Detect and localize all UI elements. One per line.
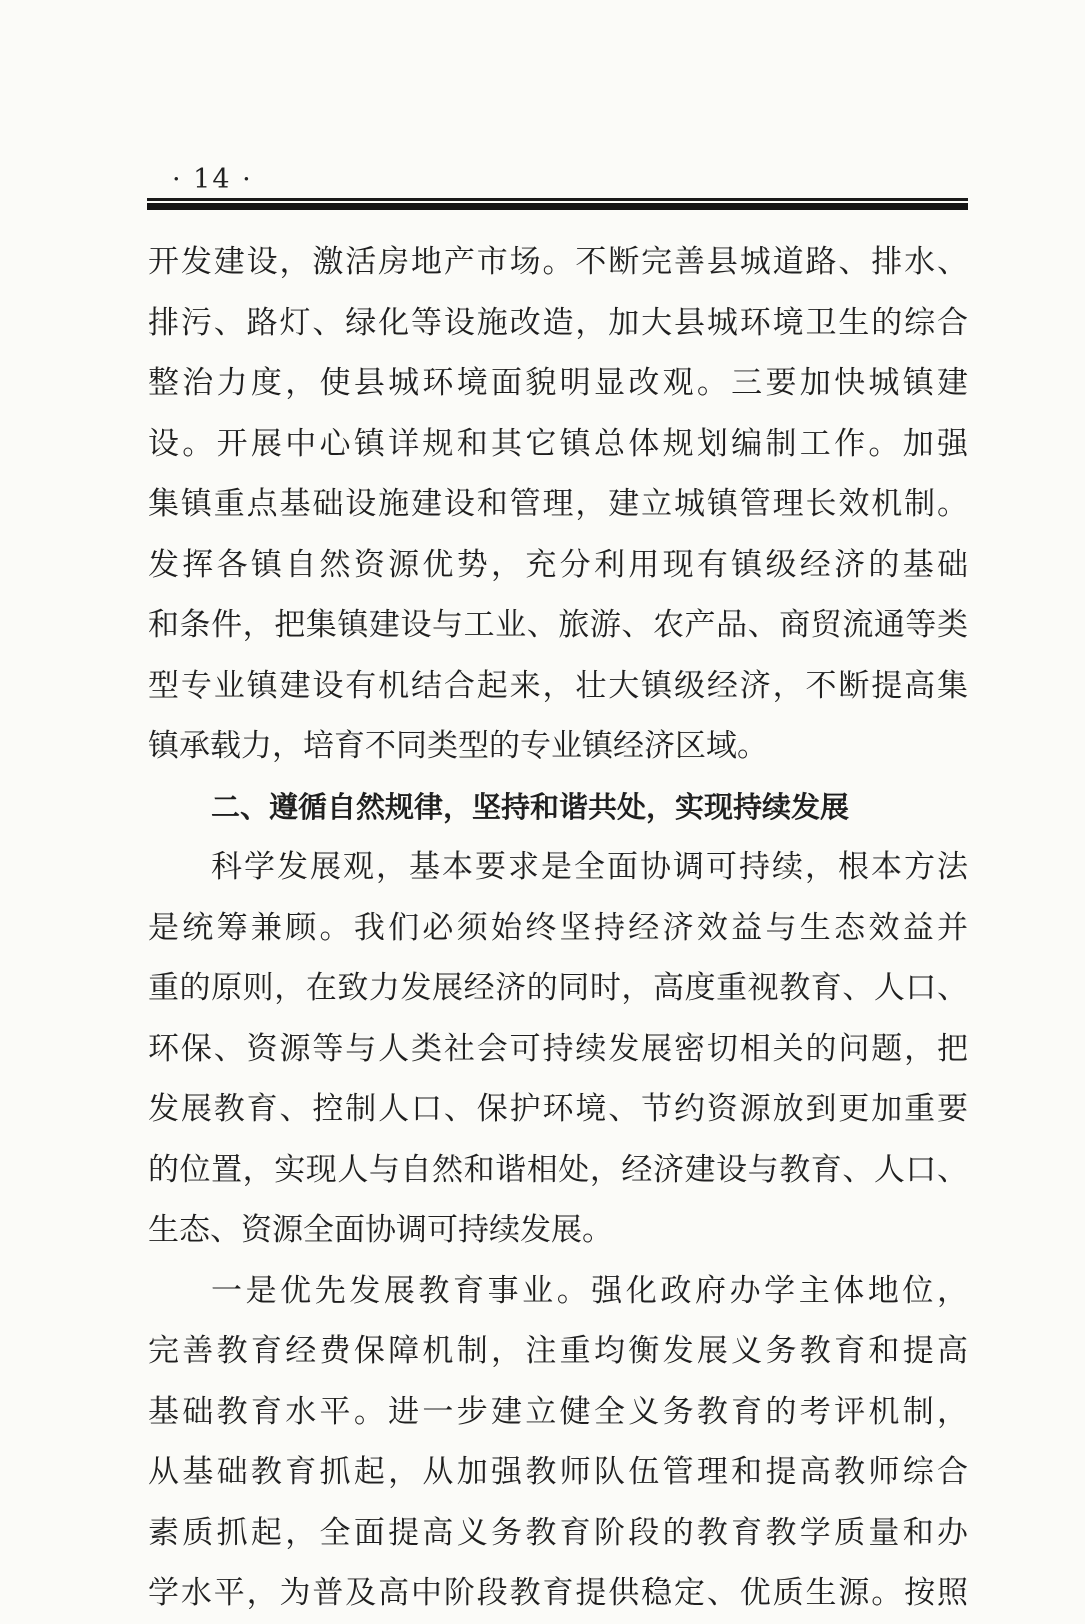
- text-line: 集镇重点基础设施建设和管理，建立城镇管理长效机制。: [148, 486, 968, 522]
- text-line: 镇承载力，培育不同类型的专业镇经济区域。: [148, 728, 768, 764]
- text-line: 开发建设，激活房地产市场。不断完善县城道路、排水、: [148, 244, 968, 280]
- text-line: 科学发展观，基本要求是全面协调可持续，根本方法: [211, 849, 968, 885]
- text-line: 发挥各镇自然资源优势，充分利用现有镇级经济的基础: [148, 546, 968, 583]
- text-line: 设。开展中心镇详规和其它镇总体规划编制工作。加强: [148, 425, 968, 462]
- body-text: [148, 232, 968, 1624]
- header-rule: [147, 198, 968, 210]
- text-line: 素质抓起，全面提高义务教育阶段的教育教学质量和办: [148, 1514, 968, 1551]
- header-rule-thin: [147, 198, 968, 201]
- text-line: 的位置，实现人与自然和谐相处，经济建设与教育、人口、: [148, 1151, 968, 1188]
- text-line: 完善教育经费保障机制，注重均衡发展义务教育和提高: [148, 1333, 968, 1369]
- header-rule-thick: [147, 203, 968, 210]
- text-line: 发展教育、控制人口、保护环境、节约资源放到更加重要: [148, 1091, 968, 1127]
- text-line: 排污、路灯、绿化等设施改造，加大县城环境卫生的综合: [148, 304, 968, 341]
- text-line: 一是优先发展教育事业。强化政府办学主体地位，: [211, 1272, 968, 1309]
- text-line: 重的原则，在致力发展经济的同时，高度重视教育、人口、: [148, 970, 968, 1006]
- text-line: 基础教育水平。进一步建立健全义务教育的考评机制，: [148, 1393, 968, 1430]
- page-number: · 14 ·: [172, 164, 253, 195]
- text-line: 整治力度，使县城环境面貌明显改观。三要加快城镇建: [148, 365, 968, 401]
- text-line: 从基础教育抓起，从加强教师队伍管理和提高教师综合: [148, 1454, 968, 1490]
- text-line: 型专业镇建设有机结合起来，壮大镇级经济，不断提高集: [148, 667, 968, 704]
- text-line: 是统筹兼顾。我们必须始终坚持经济效益与生态效益并: [148, 909, 968, 946]
- text-line: 学水平，为普及高中阶段教育提供稳定、优质生源。按照: [148, 1575, 968, 1611]
- text-line: 和条件，把集镇建设与工业、旅游、农产品、商贸流通等类: [148, 607, 968, 643]
- section-heading: 二、遵循自然规律，坚持和谐共处，实现持续发展: [211, 789, 850, 824]
- text-line: 环保、资源等与人类社会可持续发展密切相关的问题，把: [148, 1030, 968, 1067]
- text-line: 生态、资源全面协调可持续发展。: [148, 1212, 613, 1248]
